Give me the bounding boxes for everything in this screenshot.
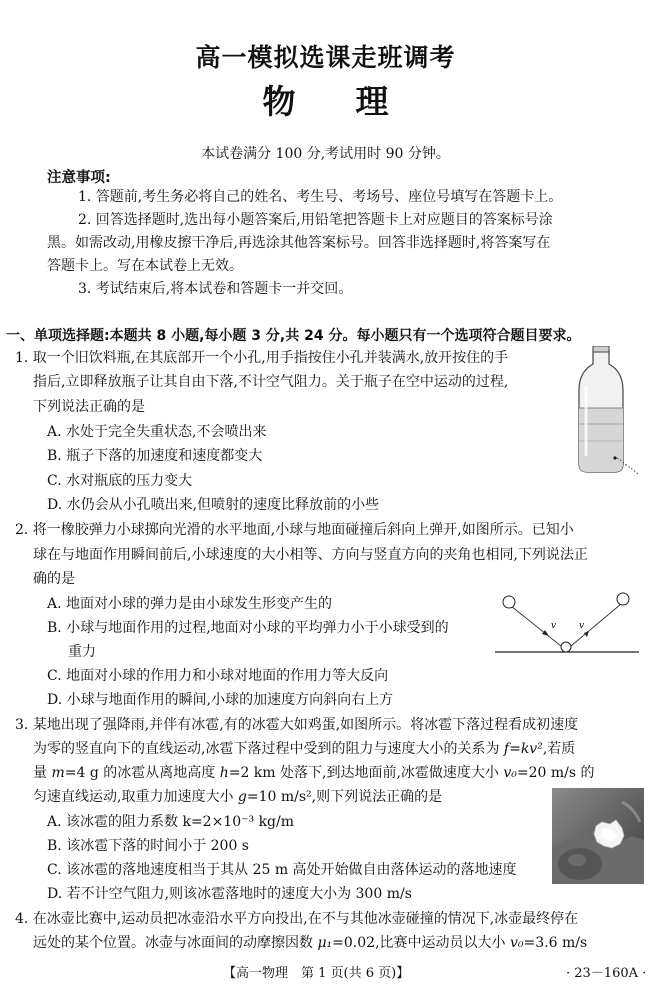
q1-option-c: C. 水对瓶底的压力变大: [47, 473, 193, 489]
bottle-figure: [578, 346, 648, 481]
q3-var: v₀: [503, 765, 517, 781]
q3-line-3: [33, 763, 595, 783]
q1-option-b: B. 瓶子下落的加速度和速度都变大: [47, 448, 263, 464]
paper-code: · 23－160A ·: [566, 966, 647, 981]
q3-var: m: [51, 765, 65, 781]
q3-text: 量: [33, 765, 52, 781]
q2-option-c: C. 地面对小球的作用力和小球对地面的作用力等大反向: [47, 668, 389, 684]
notice-heading: 注意事项:: [47, 170, 111, 186]
q4-text: 远处的某个位置。冰壶与冰面间的动摩擦因数: [33, 935, 318, 951]
exam-title: 高一模拟选课走班调考: [195, 43, 456, 72]
q3-text: =2 km 处落下,到达地面前,冰雹做速度大小: [228, 765, 504, 781]
q3-text: =10 m/s²,则下列说法正确的是: [246, 789, 443, 805]
q4-text: =3.6 m/s: [523, 935, 588, 951]
q4-var: μ₁: [317, 935, 333, 951]
q3-text: ,若质: [542, 741, 576, 757]
q2-option-b-line-1: B. 小球与地面作用的过程,地面对小球的平均弹力小于小球受到的: [47, 620, 449, 636]
q3-formula: f=kv²: [503, 741, 543, 757]
q3-var: h: [219, 765, 229, 781]
q2-option-a: A. 地面对小球的弹力是由小球发生形变产生的: [47, 596, 333, 612]
notice-item-2-line-1: 2. 回答选择题时,选出每小题答案后,用铅笔把答题卡上对应题目的答案标号涂: [78, 212, 553, 228]
exam-intro: 本试卷满分 100 分,考试用时 90 分钟。: [201, 146, 450, 162]
q3-var: g: [237, 789, 247, 805]
q1-line-2: 指后,立即释放瓶子让其自由下落,不计空气阻力。关于瓶子在空中运动的过程,: [33, 374, 509, 390]
q1-option-d: D. 水仍会从小孔喷出来,但喷射的速度比释放前的小些: [47, 497, 380, 513]
q3-text: =4 g 的冰雹从离地高度: [64, 765, 220, 781]
q3-option-b: B. 该冰雹下落的时间小于 200 s: [47, 838, 249, 854]
q3-option-c: C. 该冰雹的落地速度相当于其从 25 m 高处开始做自由落体运动的落地速度: [47, 862, 517, 878]
q2-line-2: 球在与地面作用瞬间前后,小球速度的大小相等、方向与竖直方向的夹角也相同,下列说法正: [33, 547, 588, 563]
subject-title: 物理: [262, 82, 449, 121]
q4-text: =0.02,比赛中运动员以大小: [332, 935, 510, 951]
velocity-label-in: v: [551, 621, 557, 631]
q3-line-4: [33, 787, 442, 807]
notice-item-3: 3. 考试结束后,将本试卷和答题卡一并交回。: [78, 281, 353, 297]
velocity-label-out: v: [579, 621, 585, 631]
q2-option-d: D. 小球与地面作用的瞬间,小球的加速度方向斜向右上方: [47, 692, 394, 708]
q1-line-3: 下列说法正确的是: [33, 399, 145, 415]
q3-text: =20 m/s 的: [516, 765, 595, 781]
notice-item-2-line-3: 答题卡上。写在本试卷上无效。: [47, 258, 243, 274]
ball-bounce-figure: [493, 590, 641, 658]
q3-option-a: A. 该冰雹的阻力系数 k=2×10⁻³ kg/m: [47, 814, 295, 830]
page-footer: 【高一物理 第 1 页(共 6 页)】: [223, 966, 410, 981]
q2-line-1: 2. 将一橡胶弹力小球掷向光滑的水平地面,小球与地面碰撞后斜向上弹开,如图所示。已知小: [15, 522, 574, 538]
q3-option-d: D. 若不计空气阻力,则该冰雹落地时的速度大小为 300 m/s: [47, 886, 412, 902]
q2-line-3: 确的是: [33, 571, 75, 587]
notice-item-1: 1. 答题前,考生务必将自己的姓名、考生号、考场号、座位号填写在答题卡上。: [78, 189, 563, 205]
q3-line-2: [33, 739, 575, 759]
hailstone-photo: [552, 788, 644, 884]
q4-line-1: 4. 在冰壶比赛中,运动员把冰壶沿水平方向投出,在不与其他冰壶碰撞的情况下,冰壶最终停在: [15, 911, 579, 927]
q3-line-1: 3. 某地出现了强降雨,并伴有冰雹,有的冰雹大如鸡蛋,如图所示。将冰雹下落过程看成初速度: [15, 717, 579, 733]
section-1-heading: 一、单项选择题:本题共 8 小题,每小题 3 分,共 24 分。每小题只有一个选项符合题目要求。: [6, 328, 581, 344]
notice-item-2-line-2: 黑。如需改动,用橡皮擦干净后,再选涂其他答案标号。回答非选择题时,将答案写在: [47, 235, 551, 251]
q1-line-1: 1. 取一个旧饮料瓶,在其底部开一个小孔,用手指按住小孔并装满水,放开按住的手: [15, 350, 509, 366]
q3-text: 匀速直线运动,取重力加速度大小: [33, 789, 238, 805]
q2-option-b-line-2: 重力: [68, 644, 96, 660]
q3-text: 为零的竖直向下的直线运动,冰雹下落过程中受到的阻力与速度大小的关系为: [33, 741, 504, 757]
q4-line-2: [33, 933, 587, 953]
q4-var: v₀: [509, 935, 524, 951]
q1-option-a: A. 水处于完全失重状态,不会喷出来: [47, 424, 267, 440]
